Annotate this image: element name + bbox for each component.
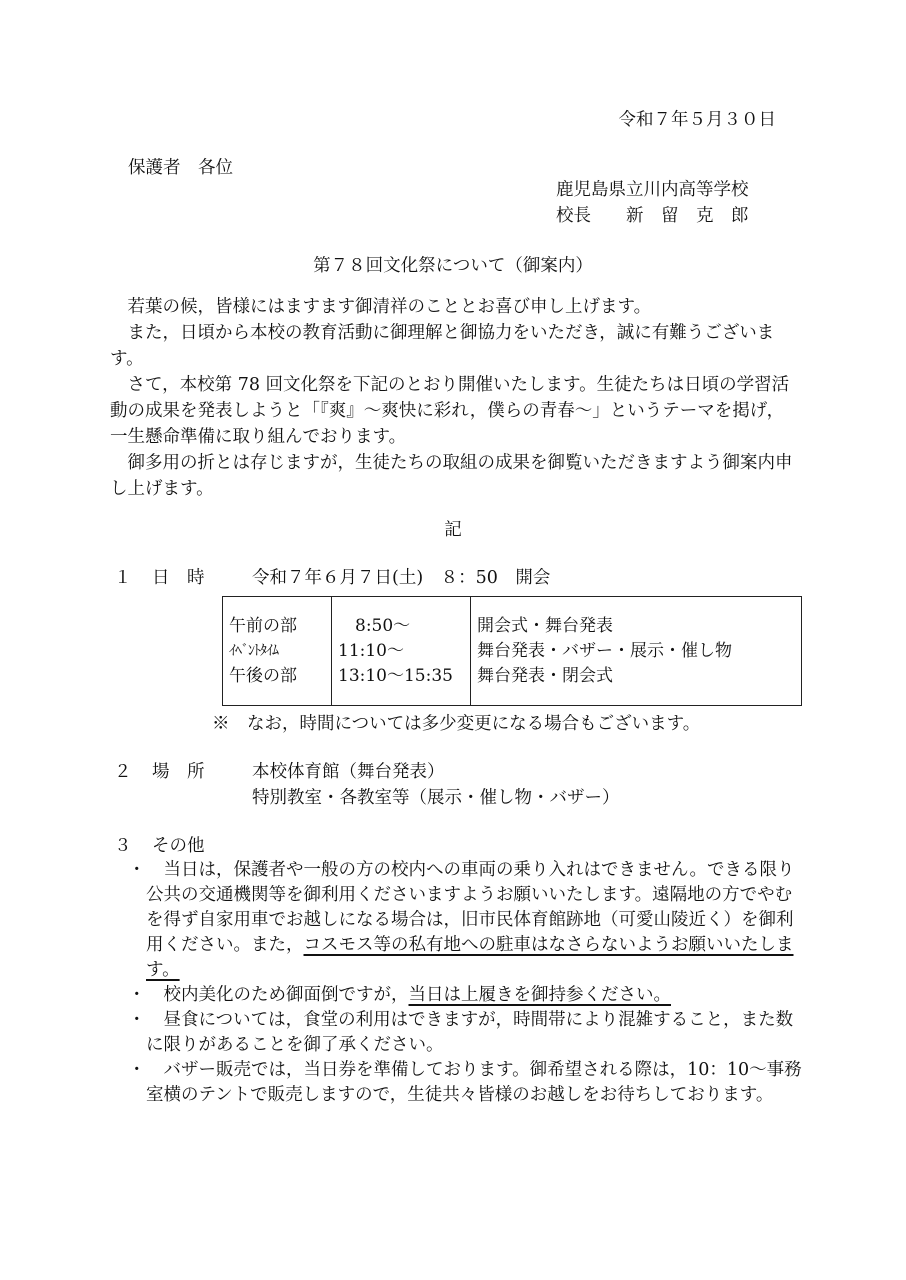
addressee: 保護者 各位 bbox=[128, 158, 233, 178]
venue-line-2: 特別教室・各教室等（展示・催し物・バザー） bbox=[252, 788, 620, 808]
schedule-part: 午前の部 bbox=[229, 615, 297, 636]
schedule-parts-cell bbox=[223, 597, 332, 706]
principal-name: 校長 新 留 克 郎 bbox=[556, 206, 749, 226]
schedule-content: 舞台発表・閉会式 bbox=[477, 665, 613, 686]
invitation-paragraph: 御多用の折とは存じますが，生徒たちの取組の成果を御覧いただきますよう御案内申し上げます。 bbox=[110, 453, 793, 499]
section-1-datetime: 令和７年６月７日(土) ８：50 開会 bbox=[252, 568, 551, 588]
schedule-table bbox=[222, 596, 802, 706]
greeting-paragraph: 若葉の候，皆様にはますます御清祥のこととお喜び申し上げます。 bbox=[127, 297, 652, 317]
schedule-contents-cell bbox=[471, 597, 802, 706]
announcement-paragraph: さて，本校第 78 回文化祭を下記のとおり開催いたします。生徒たちは日頃の学習活動の成果を発表しようと「『爽』～爽快に彩れ，僕らの青春～」というテーマを掲げ，一生懸命準備に取り組んでおります。 bbox=[110, 375, 790, 447]
ki-heading: 記 bbox=[444, 520, 462, 540]
bazaar-note-text: バザー販売では，当日券を準備しております。御希望される際は，10：10～事務室横のテントで販売しますので，生徒共々皆様のお越しをお待ちしております。 bbox=[146, 1060, 802, 1105]
bullet-mark: ・ bbox=[128, 1010, 146, 1030]
schedule-time: 11:10～ bbox=[338, 640, 404, 661]
section-3-number: ３ bbox=[114, 836, 132, 856]
document-title: 第７８回文化祭について（御案内） bbox=[313, 256, 593, 276]
list-item bbox=[128, 1008, 808, 1058]
schedule-time: 8:50～ bbox=[338, 615, 411, 636]
thanks-paragraph: また，日頃から本校の教育活動に御理解と御協力をいただき，誠に有難うございます。 bbox=[110, 323, 775, 369]
shoes-note-underlined: 当日は上履きを御持参ください。 bbox=[408, 985, 671, 1005]
bullet-mark: ・ bbox=[128, 985, 146, 1005]
section-1-label: 日 時 bbox=[152, 568, 205, 588]
parking-note-text: 当日は，保護者や一般の方の校内への車両の乗り入れはできません。できる限り公共の交通機関等を御利用くださいますようお願いいたします。遠隔地の方でやむを得ず自家用車でお越しになる場合は，旧市民体育館跡地（可愛山陵近く）を御利用ください。また， bbox=[146, 860, 795, 955]
schedule-part: ｲﾍﾞﾝﾄﾀｲﾑ bbox=[229, 642, 278, 659]
list-item-text bbox=[146, 1058, 808, 1108]
shoes-note-text: 校内美化のため御面倒ですが， bbox=[163, 985, 409, 1005]
section-1-number: １ bbox=[114, 568, 132, 588]
document-date: 令和７年５月３０日 bbox=[618, 110, 776, 130]
bullet-mark: ・ bbox=[128, 860, 146, 880]
bullet-mark: ・ bbox=[128, 1060, 146, 1080]
list-item bbox=[128, 858, 808, 983]
schedule-content: 舞台発表・バザー・展示・催し物 bbox=[477, 640, 732, 661]
parking-warning-underlined: コスモス等の私有地への駐車はなさらないようお願いいたします。 bbox=[146, 935, 794, 980]
list-item bbox=[128, 983, 808, 1008]
schedule-time: 13:10～15:35 bbox=[338, 665, 453, 686]
list-item-text bbox=[146, 1008, 808, 1058]
school-name: 鹿児島県立川内高等学校 bbox=[556, 180, 749, 200]
venue-line-1: 本校体育館（舞台発表） bbox=[252, 762, 445, 782]
schedule-times-cell bbox=[332, 597, 471, 706]
schedule-note: ※ なお，時間については多少変更になる場合もございます。 bbox=[212, 714, 701, 734]
list-item bbox=[128, 1058, 808, 1108]
list-item-text bbox=[146, 858, 808, 983]
notes-list bbox=[128, 858, 808, 1108]
lunch-note-text: 昼食については，食堂の利用はできますが，時間帯により混雑すること，また数に限りがあることを御了承ください。 bbox=[146, 1010, 794, 1055]
section-2-label: 場 所 bbox=[152, 762, 205, 782]
section-2-number: ２ bbox=[114, 762, 132, 782]
schedule-part: 午後の部 bbox=[229, 665, 297, 686]
section-3-label: その他 bbox=[152, 836, 205, 856]
schedule-content: 開会式・舞台発表 bbox=[477, 615, 613, 636]
list-item-text bbox=[146, 983, 808, 1008]
